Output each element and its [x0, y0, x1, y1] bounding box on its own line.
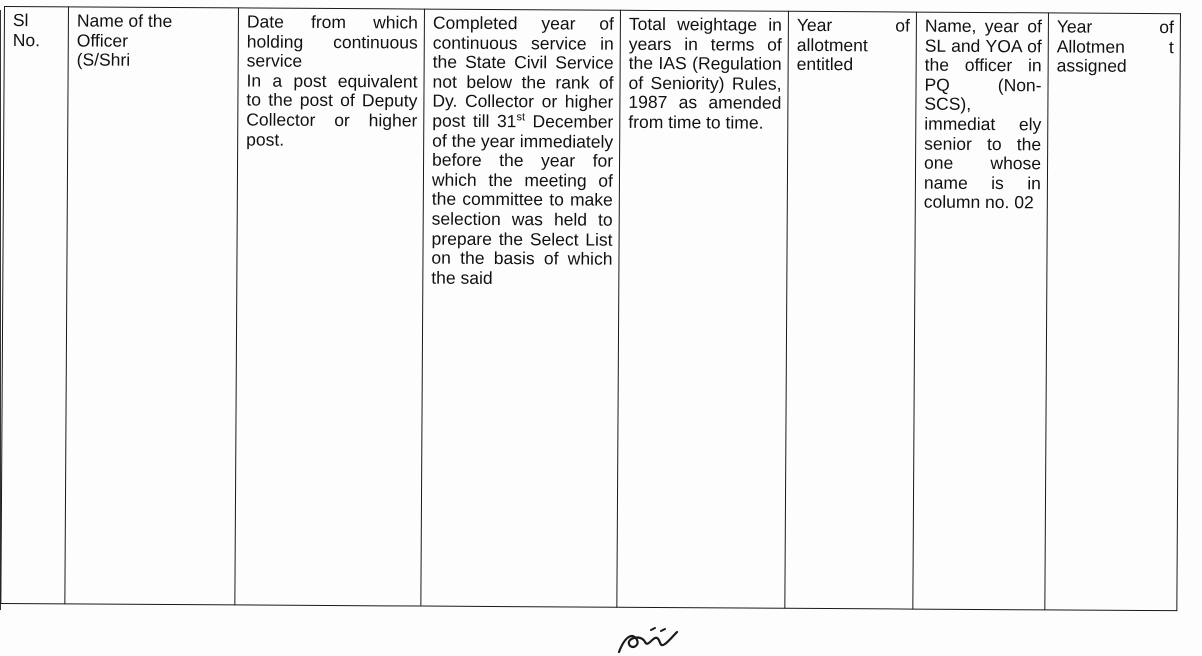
header-year-of-allotment-assigned: Year of Allotmen t assigned [1056, 16, 1174, 77]
header-completed-years-part2: December of the year immediately before the year for which the meeting of the committee to make selection was held to prepare the Select List on the basis of which the said [431, 111, 614, 288]
header-cell-name-of-officer [65, 7, 239, 605]
header-cell-sl-no [1, 7, 69, 604]
header-cell-total-weightage [617, 10, 789, 608]
header-cell-year-of-allotment-entitled [785, 11, 917, 609]
header-completed-years-part1: Completed year of continuous service in the State Civil Service not below the rank of Dy. Collector or higher post till 31 [432, 12, 614, 132]
allotment-header-table [0, 6, 1181, 611]
header-row [1, 7, 1181, 611]
allotment-table-wrapper [0, 6, 1180, 641]
header-name-year-sl-yoa: Name, year of SL and YOA of the officer in PQ (Non-SCS), immediat ely senior to the one whose name is in column no. 02 [923, 15, 1042, 213]
header-cell-name-year-sl-yoa [913, 12, 1049, 610]
header-completed-years-superscript: st [516, 111, 526, 124]
header-cell-completed-years [421, 9, 621, 607]
header-sl-no: Sl No. [12, 10, 41, 50]
header-date-holding-service: Date from which holding continuous service In a post equivalent to the post of Deputy Collector or higher post. [246, 11, 418, 150]
header-total-weightage: Total weightage in years in terms of the IAS (Regulation of Seniority) Rules, 1987 as amended from time to time. [628, 13, 782, 133]
handwritten-signature [615, 626, 685, 656]
header-name-of-officer: Name of the Officer (S/Shri [76, 10, 173, 70]
header-cell-date-holding-service [235, 8, 425, 606]
header-cell-year-of-allotment-assigned [1045, 13, 1181, 611]
header-year-of-allotment-entitled: Year of allotment entitled [796, 14, 910, 75]
header-completed-years [431, 14, 614, 289]
